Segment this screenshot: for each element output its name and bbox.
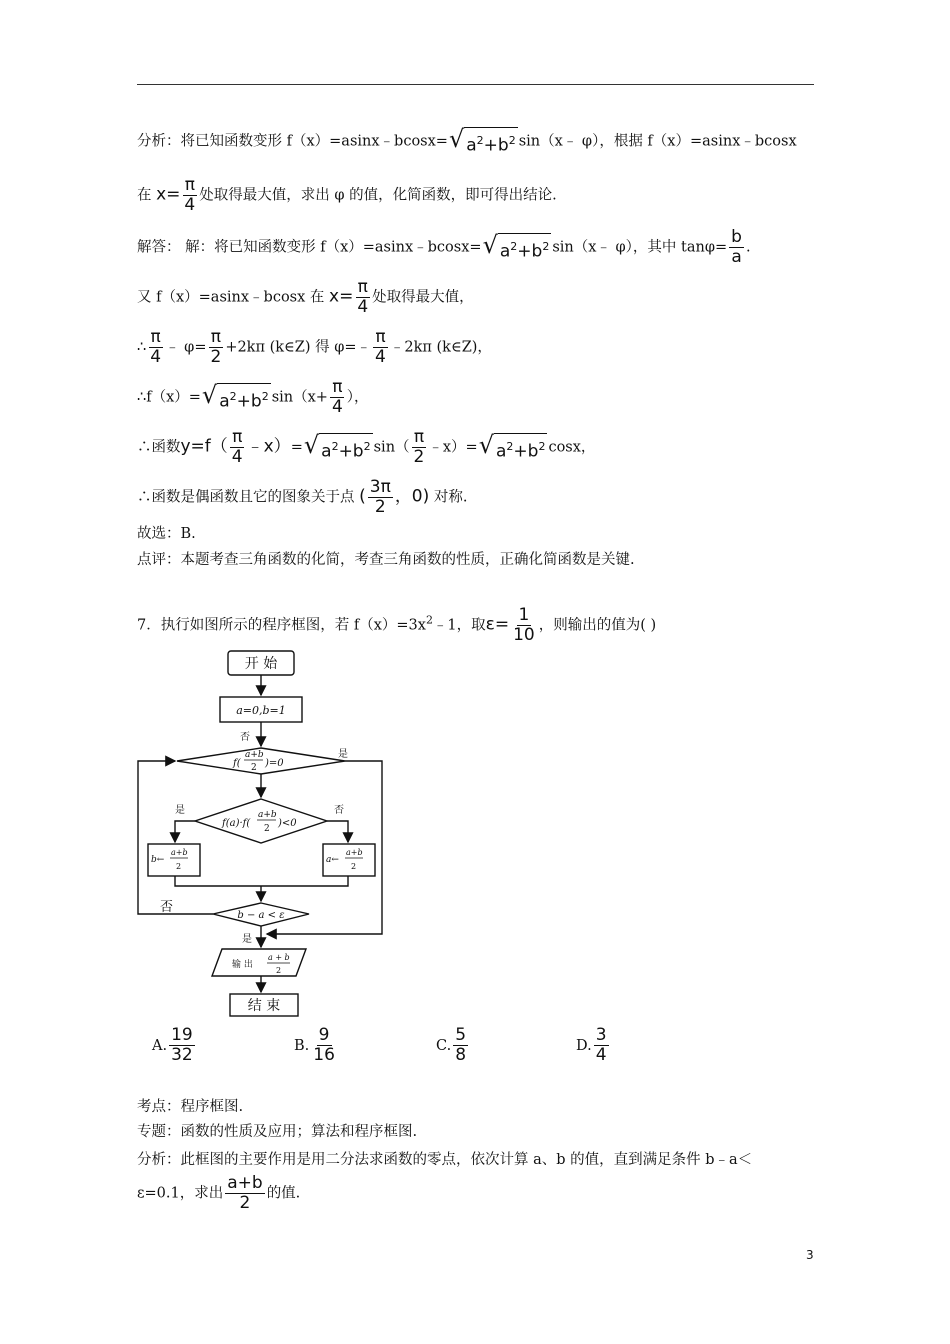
svg-text:2: 2 — [351, 862, 357, 871]
page-number: 3 — [806, 1248, 814, 1262]
svg-text:2: 2 — [264, 824, 270, 834]
solution-line-2: 又 f（x）=asinx﹣bcosx 在 x= $\frac{\pi}{4}$ 处取得最大值， — [137, 277, 474, 317]
choice-d[interactable]: D. $\frac{3}{4}$ — [576, 1025, 607, 1065]
svg-text:2: 2 — [276, 966, 282, 975]
svg-text:a+b: a+b — [171, 848, 188, 857]
solution-line-6: ∴函数是偶函数且它的图象关于点 ( $\frac{3\pi}{2}$ ，0) 对称. — [137, 477, 468, 517]
svg-text:b←: b← — [151, 855, 165, 865]
analysis-line-2: 在 x= $\frac{\pi}{4}$ 处取得最大值，求出 φ 的值，化简函数，即可得出结论. — [137, 175, 557, 215]
svg-text:a+b: a+b — [346, 848, 363, 857]
svg-text:2: 2 — [176, 862, 182, 871]
solution-line-5: ∴函数y=f（ $\frac{\pi}{4}$ ﹣x）= √ $a^2+b^2$ sin（ $\frac{\pi}{2}$ ﹣x）= √ $a^2+b^2$ cosx， — [137, 427, 596, 467]
special-line: 专题：函数的性质及应用；算法和程序框图. — [137, 1124, 418, 1140]
solution-line-3: ∴ $\frac{\pi}{4}$ ﹣ φ= $\frac{\pi}{2}$ +2kπ (k∈Z) 得 φ=﹣ $\frac{\pi}{4}$ ﹣2kπ (k∈Z)， — [137, 327, 492, 367]
end-label: 结 束 — [247, 998, 281, 1014]
fraction-1-10: $\frac{1}{10}$ — [513, 605, 535, 645]
analysis-line-1: 分析：将已知函数变形 f（x）=asinx﹣bcosx= √ $a^2+b^2$ sin（x﹣ φ），根据 f（x）=asinx﹣bcosx — [137, 124, 797, 159]
svg-text:是: 是 — [338, 749, 348, 760]
header-rule — [137, 84, 814, 85]
fraction-pi-4: $\frac{\pi}{4}$ — [357, 277, 369, 317]
svg-text:否: 否 — [160, 900, 174, 915]
svg-text:a + b: a + b — [268, 953, 290, 962]
svg-text:否: 否 — [240, 732, 250, 743]
output-box — [212, 949, 306, 976]
svg-text:)=0: )=0 — [265, 758, 284, 769]
svg-text:否: 否 — [334, 805, 344, 816]
sqrt-expr: √ $a^2+b^2$ — [449, 124, 518, 159]
choice-a[interactable]: A. $\frac{19}{32}$ — [152, 1025, 193, 1065]
topic-line: 考点：程序框图. — [137, 1099, 244, 1115]
svg-text:2: 2 — [251, 763, 257, 773]
svg-text:是: 是 — [175, 805, 185, 816]
question-7-stem: 7．执行如图所示的程序框图，若 $f(x)=3x^2﹣1$，取ε= $\frac{1}{10}$ ，则输出的值为( ) — [137, 605, 657, 645]
analysis2-line-1: 分析：此框图的主要作用是用二分法求函数的零点，依次计算 a、b 的值，直到满足条件 b﹣a＜ — [137, 1152, 753, 1168]
svg-text:b − a < ε: b − a < ε — [237, 910, 285, 921]
svg-text:a+b: a+b — [245, 750, 264, 760]
svg-text:输 出: 输 出 — [232, 960, 253, 970]
fraction-b-a: $\frac{b}{a}$ — [731, 227, 742, 267]
answer-line: 故选：B. — [137, 526, 196, 542]
svg-text:是: 是 — [242, 934, 252, 945]
condition-2-diamond — [195, 799, 327, 843]
flowchart — [130, 645, 400, 1023]
svg-text:f(a)·f(: f(a)·f( — [222, 818, 251, 829]
svg-text:)<0: )<0 — [278, 818, 297, 829]
svg-text:f(: f( — [233, 758, 241, 769]
solution-line-4: ∴f（x）= √ $a^2+b^2$ sin（x+ $\frac{\pi}{4}$ ）， — [137, 377, 369, 417]
choice-c[interactable]: C. $\frac{5}{8}$ — [436, 1025, 467, 1065]
choice-b[interactable]: B. $\frac{9}{16}$ — [294, 1025, 335, 1065]
comment-line: 点评：本题考查三角函数的化简，考查三角函数的性质，正确化简函数是关键. — [137, 552, 635, 568]
fraction-pi-4: $\frac{\pi}{4}$ — [184, 175, 196, 215]
answer-choices — [152, 1026, 652, 1070]
svg-text:a+b: a+b — [258, 810, 277, 820]
solution-line-1: 解答： 解：将已知函数变形 f（x）=asinx﹣bcosx= √ $a^2+b^2$ sin（x﹣ φ），其中 tanφ= $\frac{b}{a}$ . — [137, 227, 751, 267]
analysis2-line-2: ε=0.1，求出 $\frac{a+b}{2}$ 的值. — [137, 1173, 301, 1213]
sqrt-expr: √ $a^2+b^2$ — [483, 230, 552, 265]
svg-text:a=0,b=1: a=0,b=1 — [236, 704, 286, 717]
svg-text:a←: a← — [326, 855, 339, 865]
start-label: 开 始 — [244, 656, 278, 672]
